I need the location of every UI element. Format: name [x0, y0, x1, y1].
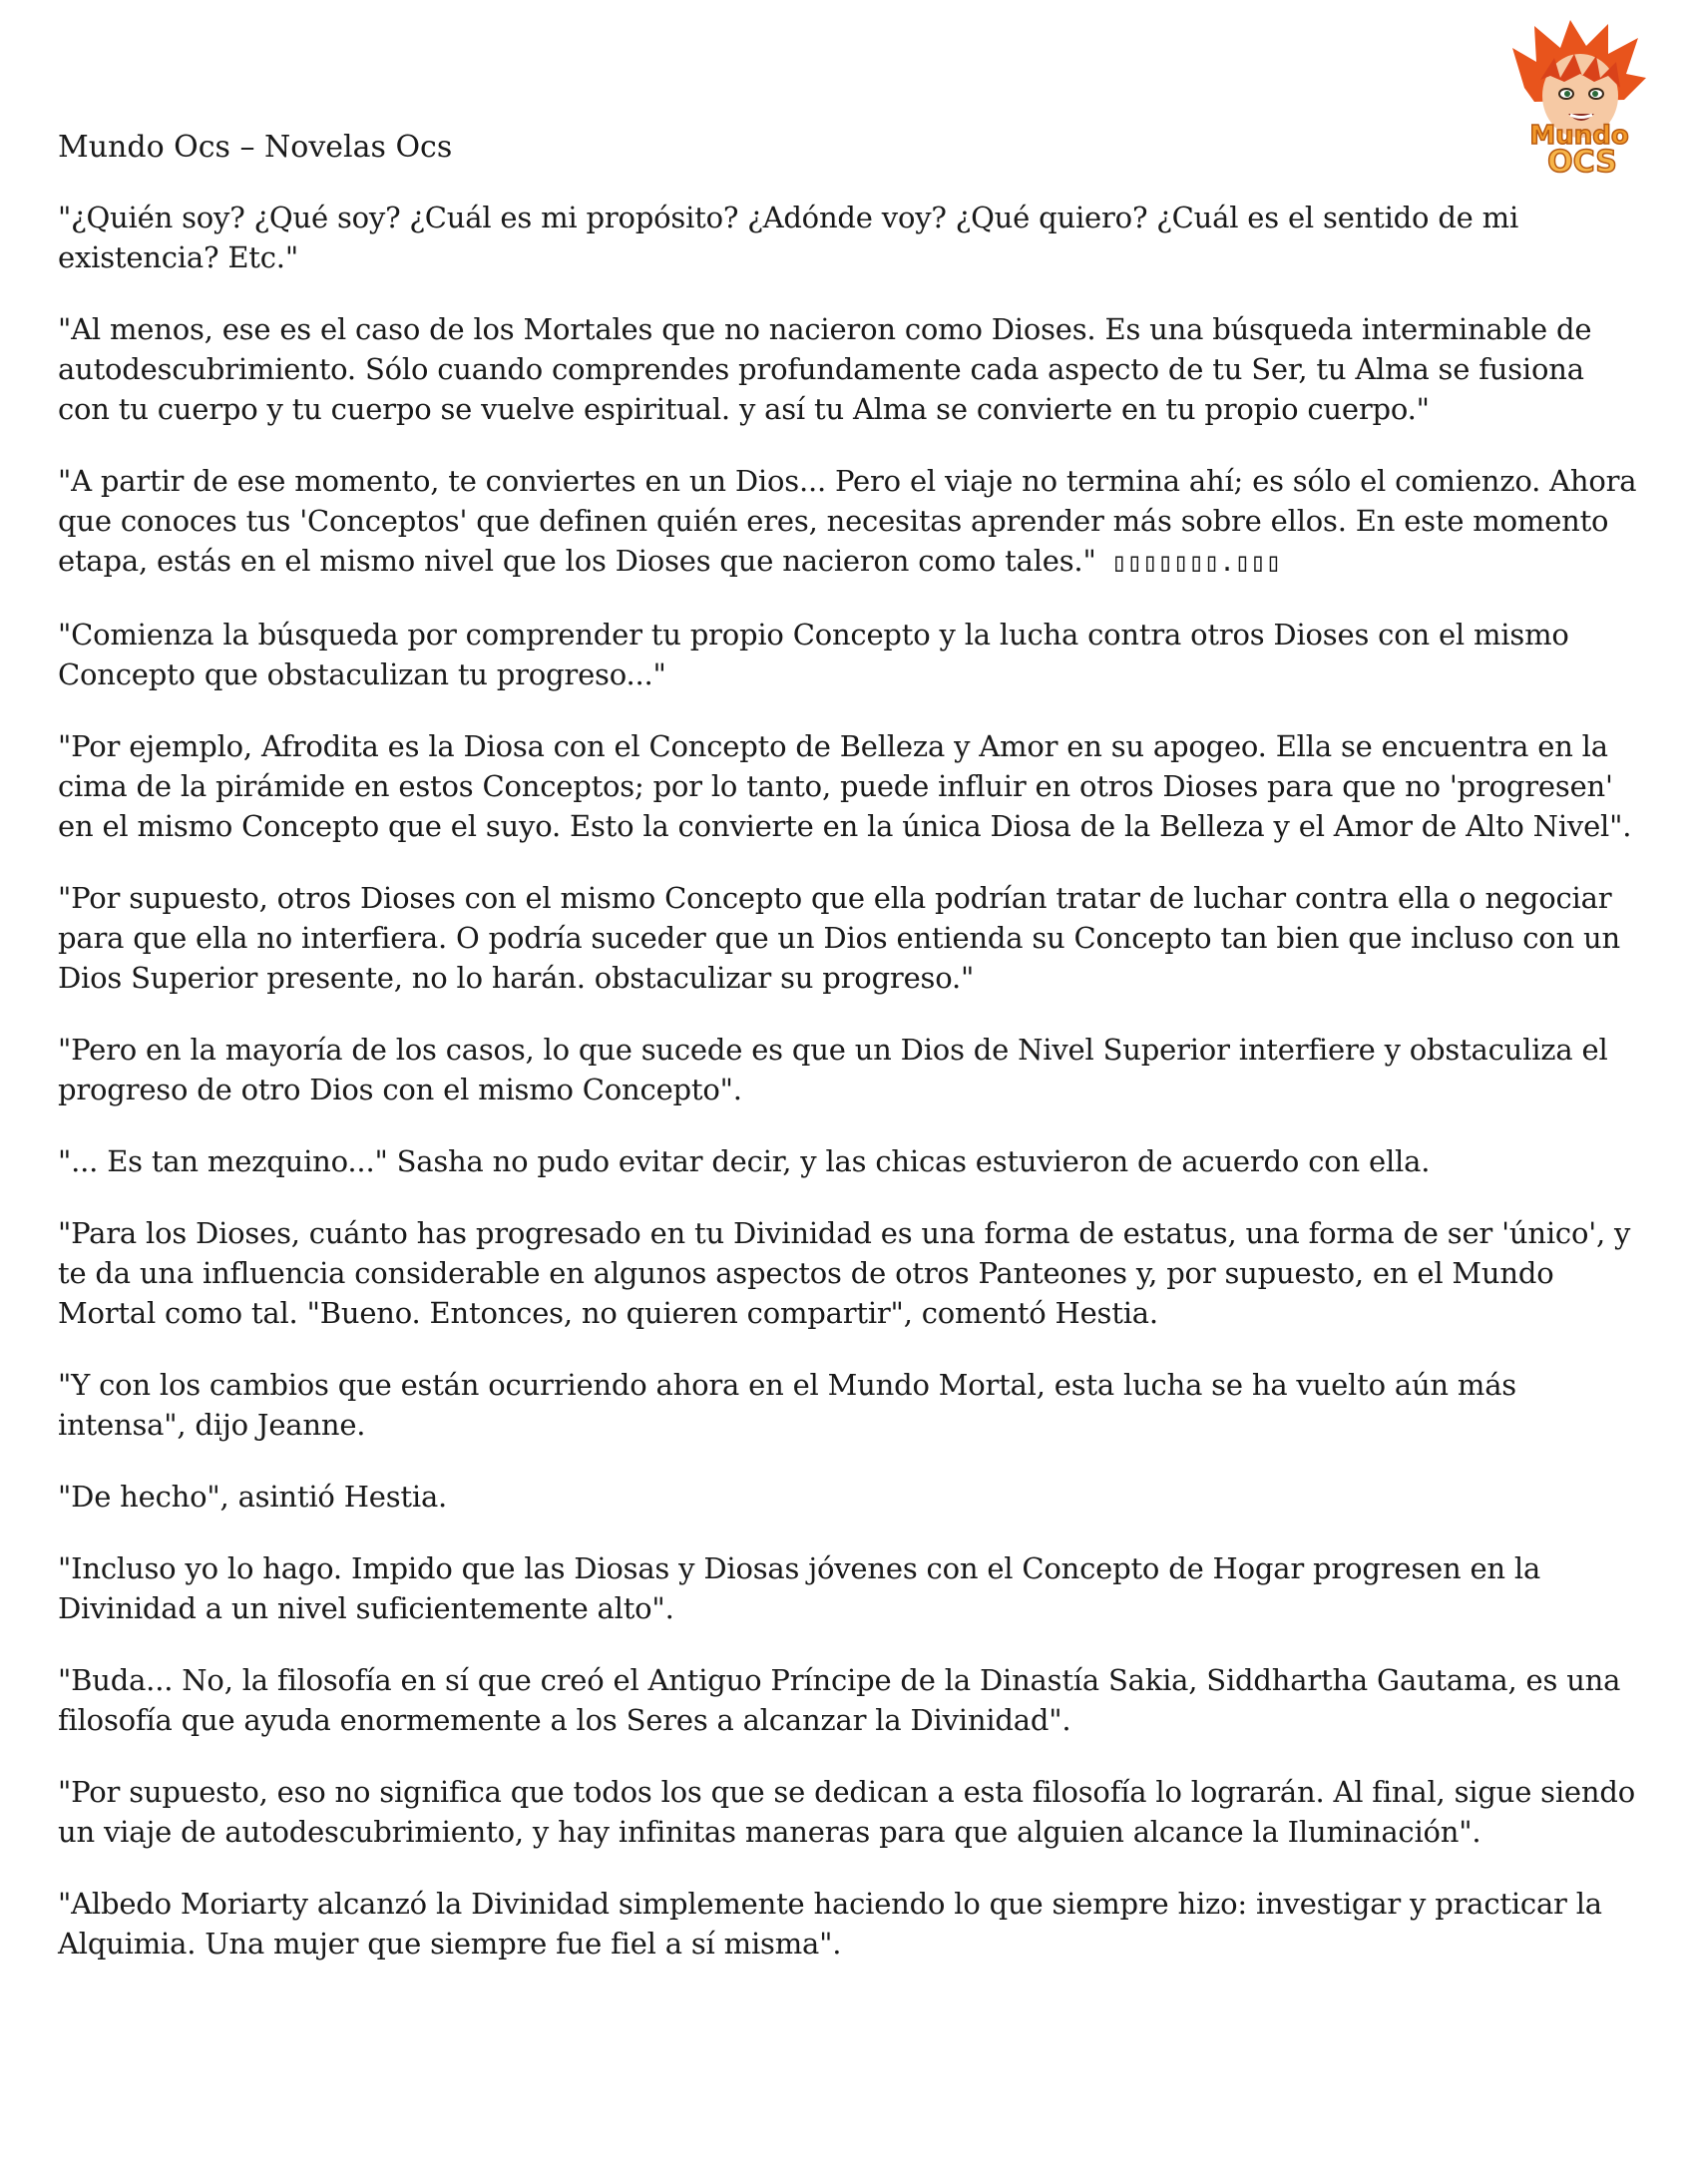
paragraph: "Por supuesto, eso no significa que todos los que se dedican a esta filosofía lo lograrán. Al final, sigue siendo un viaje de autodescubrimiento, y hay infinitas maneras para que alguien alcance la Iluminación".: [58, 1775, 1635, 1849]
paragraph: "Para los Dioses, cuánto has progresado en tu Divinidad es una forma de estatus, una forma de ser 'único', y te da una influencia considerable en algunos aspectos de otros Panteones y, por supuesto, en el Mundo Mortal como tal. "Bueno. Entonces, no quieren compartir", comentó Hestia.: [58, 1216, 1631, 1330]
paragraph: "Incluso yo lo hago. Impido que las Diosas y Diosas jóvenes con el Concepto de Hogar progresen en la Divinidad a un nivel suficientemente alto".: [58, 1551, 1541, 1625]
logo-text-line1: Mundo: [1529, 121, 1629, 151]
paragraph: "Albedo Moriarty alcanzó la Divinidad simplemente haciendo lo que siempre hizo: investigar y practicar la Alquimia. Una mujer que siempre fue fiel a sí misma".: [58, 1887, 1602, 1961]
paragraph: [58, 461, 1644, 583]
paragraph: "Por supuesto, otros Dioses con el mismo Concepto que ella podrían tratar de luchar contra ella o negociar para que ella no interfiera. O podría suceder que un Dios entienda su Concepto tan bien que incluso con un Dios Superior presente, no lo harán. obstaculizar su progreso.": [58, 881, 1620, 995]
paragraph: "Comienza la búsqueda por comprender tu propio Concepto y la lucha contra otros Dioses con el mismo Concepto que obstaculizan tu progreso...": [58, 618, 1569, 691]
document-header: Mundo Ocs – Novelas Ocs: [58, 130, 453, 165]
garbled-glyphs: ▯▯▯▯▯▯▯.▯▯▯: [1095, 548, 1282, 578]
paragraph: "Pero en la mayoría de los casos, lo que sucede es que un Dios de Nivel Superior interfiere y obstaculiza el progreso de otro Dios con el mismo Concepto".: [58, 1033, 1608, 1106]
logo-text-line2: OCS: [1547, 145, 1617, 178]
paragraph: "Y con los cambios que están ocurriendo ahora en el Mundo Mortal, esta lucha se ha vuelto aún más intensa", dijo Jeanne.: [58, 1368, 1516, 1442]
paragraph: "De hecho", asintió Hestia.: [58, 1480, 448, 1514]
paragraph-text: "A partir de ese momento, te conviertes en un Dios... Pero el viaje no termina ahí; es sólo el comienzo. Ahora que conoces tus 'Conceptos' que definen quién eres, necesitas aprender más sobre ellos. En este momento etapa, estás en el mismo nivel que los Dioses que nacieron como tales.": [58, 464, 1637, 578]
paragraph: "... Es tan mezquino..." Sasha no pudo evitar decir, y las chicas estuvieron de acuerdo con ella.: [58, 1144, 1431, 1178]
document-page: [58, 128, 1644, 1995]
paragraph: "Buda... No, la filosofía en sí que creó el Antiguo Príncipe de la Dinastía Sakia, Siddhartha Gautama, es una filosofía que ayuda enormemente a los Seres a alcanzar la Divinidad".: [58, 1663, 1621, 1737]
paragraph: "Al menos, ese es el caso de los Mortales que no nacieron como Dioses. Es una búsqueda interminable de autodescubrimiento. Sólo cuando comprendes profundamente cada aspecto de tu Ser, tu Alma se fusiona con tu cuerpo y tu cuerpo se vuelve espiritual. y así tu Alma se convierte en tu propio cuerpo.": [58, 312, 1592, 426]
paragraph: "¿Quién soy? ¿Qué soy? ¿Cuál es mi propósito? ¿Adónde voy? ¿Qué quiero? ¿Cuál es el sentido de mi existencia? Etc.": [58, 201, 1519, 274]
paragraph: "Por ejemplo, Afrodita es la Diosa con el Concepto de Belleza y Amor en su apogeo. Ella se encuentra en la cima de la pirámide en estos Conceptos; por lo tanto, puede influir en otros Dioses para que no 'progresen' en el mismo Concepto que el suyo. Esto la convierte en la única Diosa de la Belleza y el Amor de Alto Nivel".: [58, 729, 1632, 843]
